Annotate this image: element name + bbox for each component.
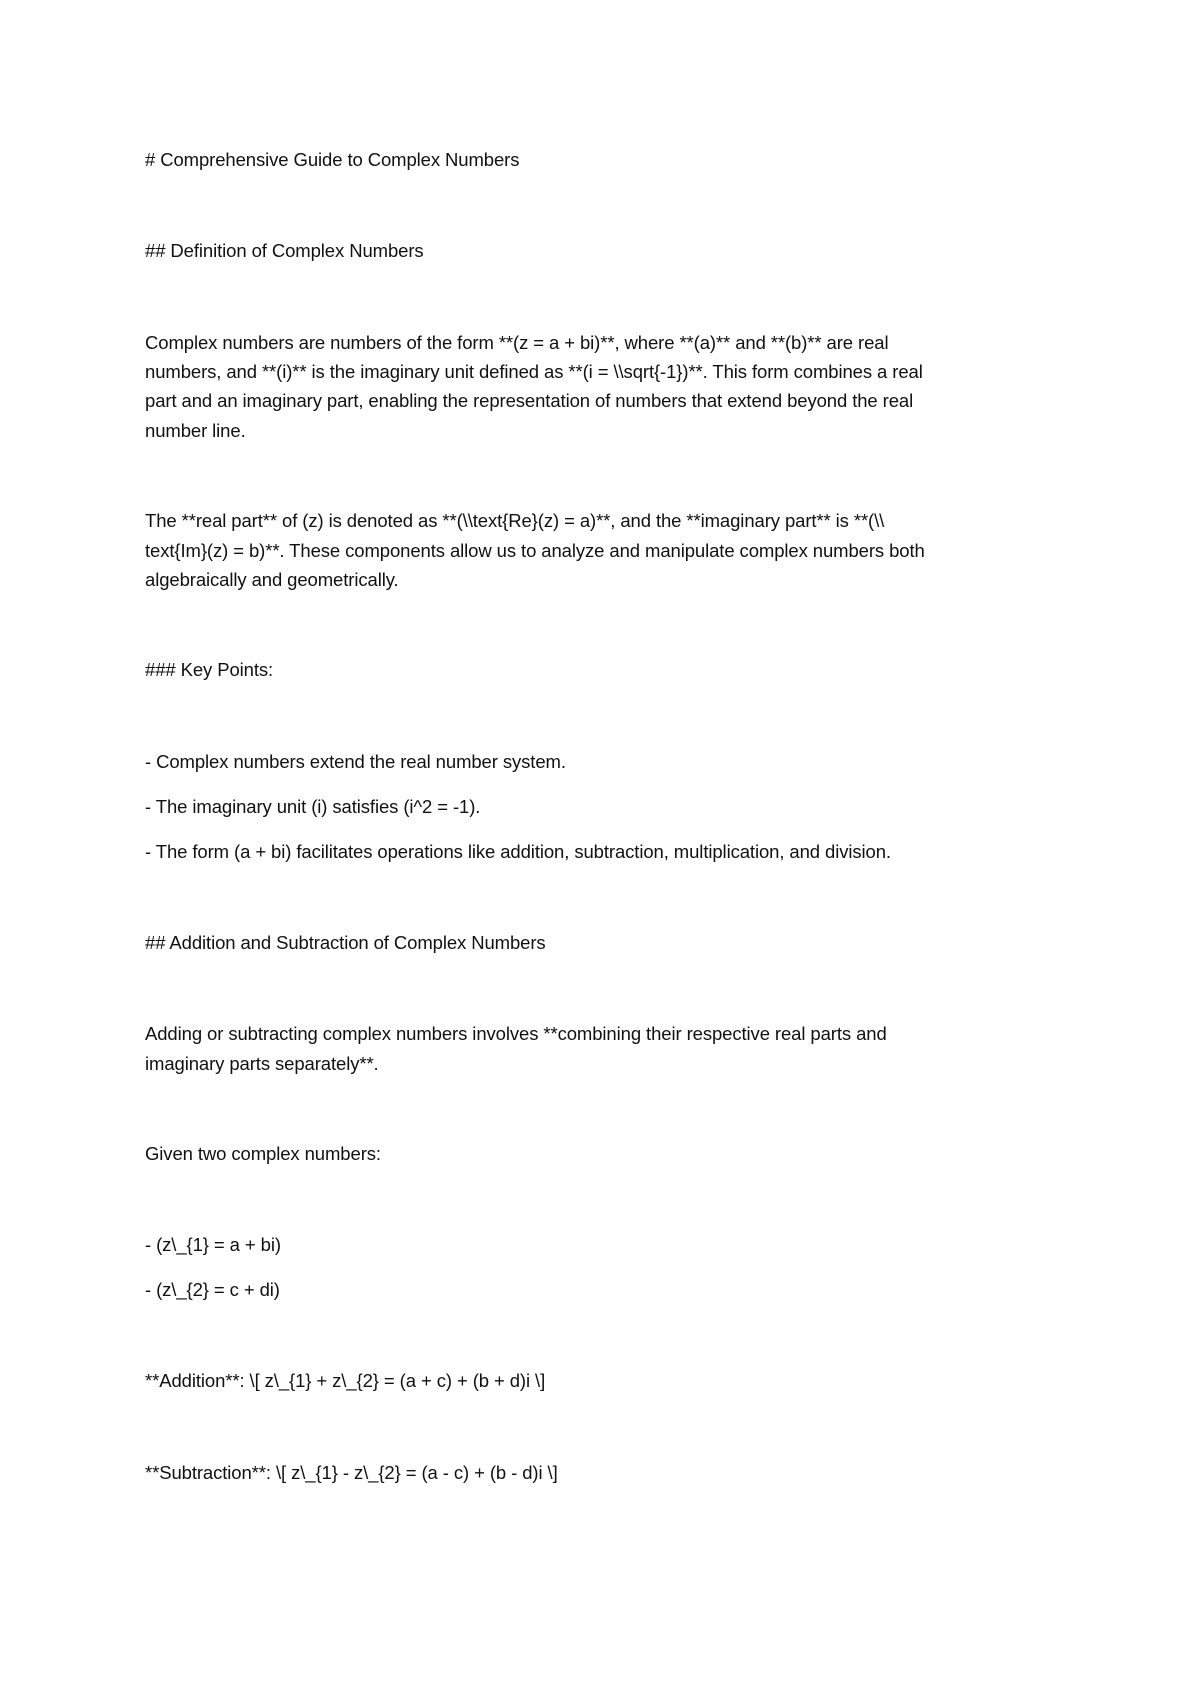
document-title: # Comprehensive Guide to Complex Numbers: [145, 149, 520, 170]
paragraph-line: Complex numbers are numbers of the form **(z = a + bi)**, where **(a)** and **(b)** are real: [145, 332, 889, 353]
paragraph-line: imaginary parts separately**.: [145, 1053, 379, 1074]
list-item: - The form (a + bi) facilitates operations like addition, subtraction, multiplication, and division.: [145, 841, 891, 862]
paragraph-line: numbers, and **(i)** is the imaginary unit defined as **(i = \\sqrt{-1})**. This form combines a real: [145, 361, 923, 382]
paragraph-line: The **real part** of (z) is denoted as **(\\text{Re}(z) = a)**, and the **imaginary part** is **(\\: [145, 510, 885, 531]
section-heading-addition-subtraction: ## Addition and Subtraction of Complex Numbers: [145, 932, 546, 953]
given-intro: Given two complex numbers:: [145, 1143, 381, 1164]
list-item: - The imaginary unit (i) satisfies (i^2 = -1).: [145, 796, 481, 817]
paragraph-line: number line.: [145, 420, 246, 441]
addition-formula: **Addition**: \[ z\_{1} + z\_{2} = (a + c) + (b + d)i \]: [145, 1370, 546, 1391]
subsection-heading-key-points: ### Key Points:: [145, 659, 274, 680]
paragraph-line: Adding or subtracting complex numbers involves **combining their respective real parts and: [145, 1023, 887, 1044]
subtraction-formula: **Subtraction**: \[ z\_{1} - z\_{2} = (a - c) + (b - d)i \]: [145, 1462, 558, 1483]
section-heading-definition: ## Definition of Complex Numbers: [145, 240, 424, 261]
list-item: - Complex numbers extend the real number system.: [145, 751, 566, 772]
paragraph-line: part and an imaginary part, enabling the representation of numbers that extend beyond the real: [145, 390, 914, 411]
list-item: - (z\_{2} = c + di): [145, 1279, 280, 1300]
paragraph-line: algebraically and geometrically.: [145, 569, 399, 590]
paragraph-line: text{Im}(z) = b)**. These components allow us to analyze and manipulate complex numbers both: [145, 540, 925, 561]
list-item: - (z\_{1} = a + bi): [145, 1234, 281, 1255]
